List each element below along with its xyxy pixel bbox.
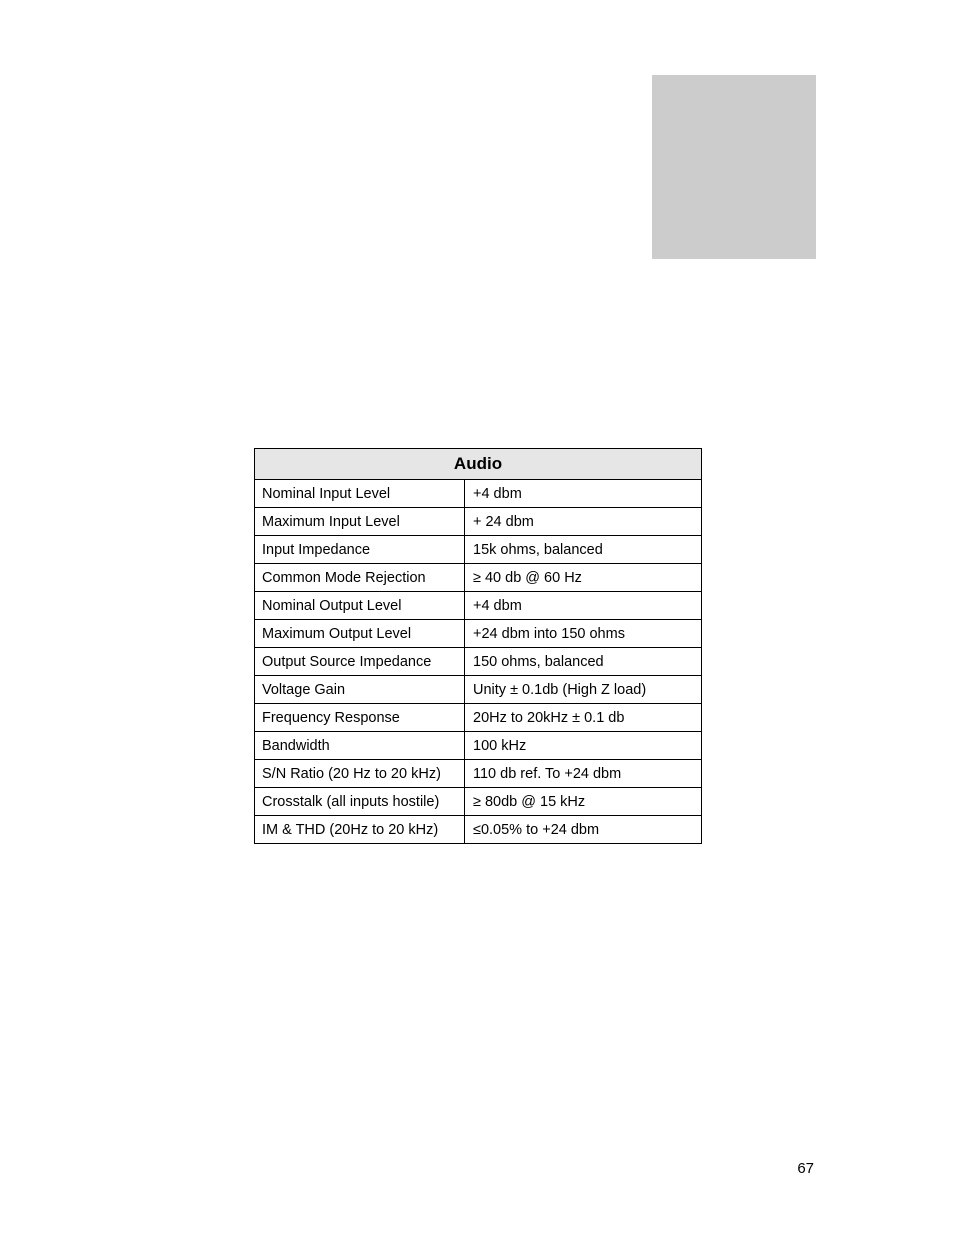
spec-value: + 24 dbm [465,508,702,536]
table-row [255,592,702,620]
table-row [255,788,702,816]
table-row [255,564,702,592]
spec-value: +24 dbm into 150 ohms [465,620,702,648]
spec-value: 110 db ref. To +24 dbm [465,760,702,788]
table-title: Audio [255,449,702,480]
table-row [255,620,702,648]
table-row [255,760,702,788]
page-number: 67 [797,1160,814,1177]
spec-label: Nominal Output Level [255,592,465,620]
spec-label: Crosstalk (all inputs hostile) [255,788,465,816]
spec-value: ≤0.05% to +24 dbm [465,816,702,844]
spec-value: 150 ohms, balanced [465,648,702,676]
spec-label: Voltage Gain [255,676,465,704]
audio-spec-table [254,448,702,844]
spec-label: Output Source Impedance [255,648,465,676]
table-row [255,816,702,844]
spec-label: Common Mode Rejection [255,564,465,592]
chapter-tab-block [652,75,816,259]
table-row [255,732,702,760]
spec-value: ≥ 40 db @ 60 Hz [465,564,702,592]
spec-value: +4 dbm [465,592,702,620]
spec-label: Frequency Response [255,704,465,732]
spec-value: +4 dbm [465,480,702,508]
table-row [255,480,702,508]
spec-value: 20Hz to 20kHz ± 0.1 db [465,704,702,732]
spec-label: Maximum Output Level [255,620,465,648]
spec-label: Bandwidth [255,732,465,760]
table-header-row [255,449,702,480]
spec-label: S/N Ratio (20 Hz to 20 kHz) [255,760,465,788]
spec-label: Maximum Input Level [255,508,465,536]
spec-value: 15k ohms, balanced [465,536,702,564]
table-row [255,536,702,564]
spec-value: 100 kHz [465,732,702,760]
table-row [255,648,702,676]
spec-label: Input Impedance [255,536,465,564]
spec-value: Unity ± 0.1db (High Z load) [465,676,702,704]
spec-value: ≥ 80db @ 15 kHz [465,788,702,816]
table-row [255,704,702,732]
spec-label: Nominal Input Level [255,480,465,508]
table-row [255,676,702,704]
table-row [255,508,702,536]
spec-label: IM & THD (20Hz to 20 kHz) [255,816,465,844]
